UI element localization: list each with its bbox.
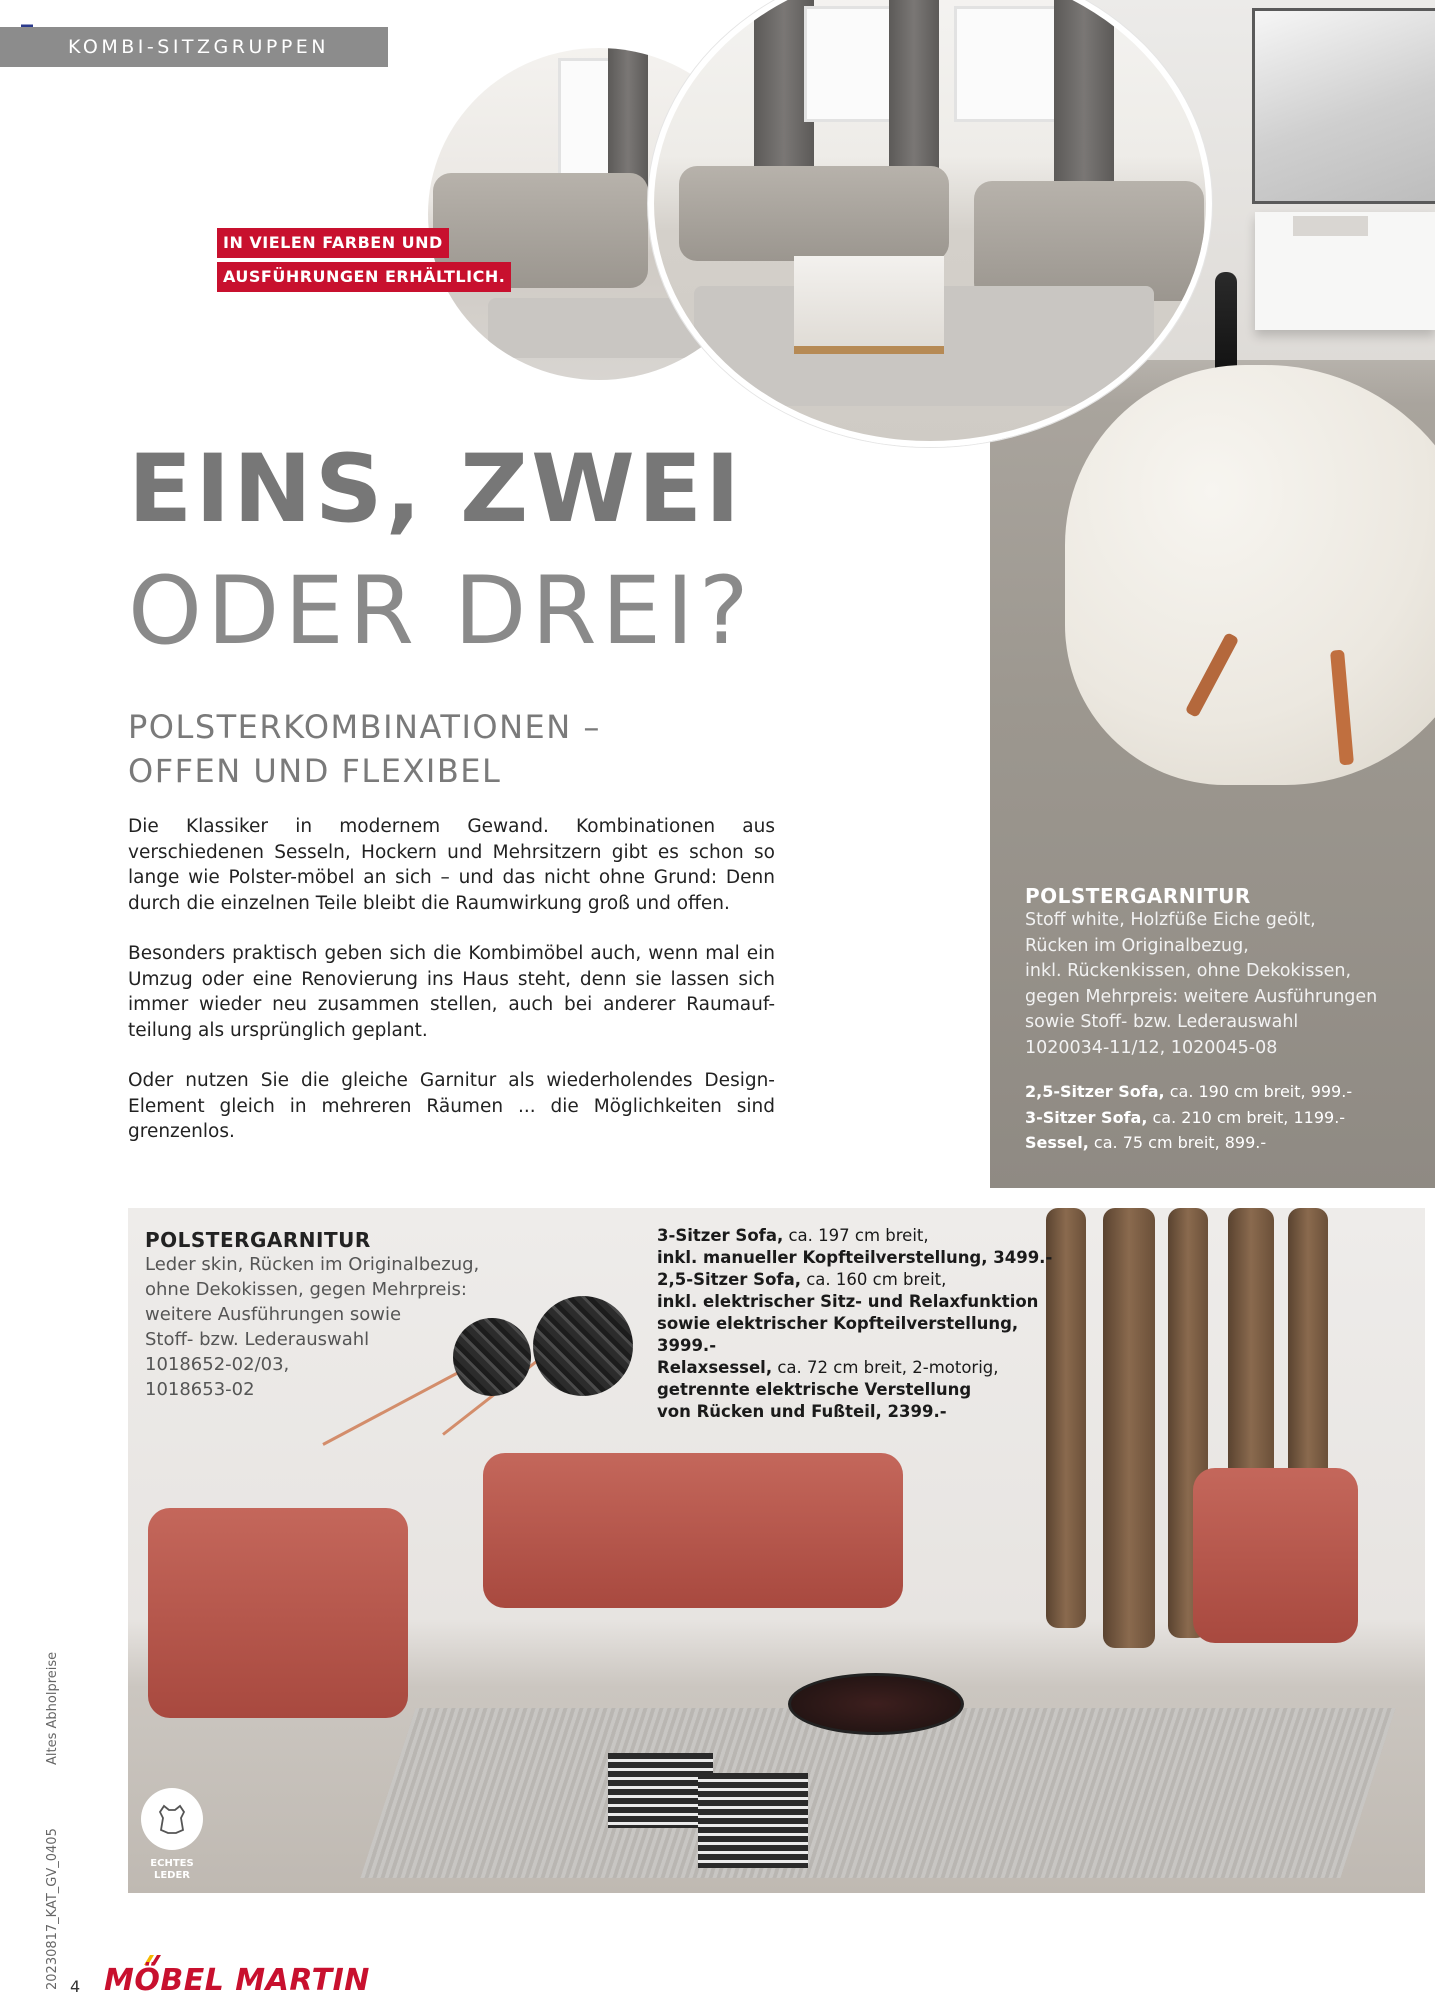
detail-line: Relaxsessel, ca. 72 cm breit, 2-motorig, [657,1358,999,1377]
product1-price: 3-Sitzer Sofa, ca. 210 cm breit, 1199.- [1025,1107,1346,1127]
section-tag: KOMBI-SITZGRUPPEN [0,27,388,67]
product2-caption [145,1228,505,1402]
product2-title: POLSTERGARNITUR [145,1228,371,1252]
catalog-code: 20230817_KAT_GV_0405 [45,1828,60,1990]
subheadline [128,705,601,793]
product1-title: POLSTERGARNITUR [1025,884,1251,908]
headline-line2: ODER DREI? [128,557,754,666]
product1-line: sowie Stoff- bzw. Lederauswahl [1025,1012,1299,1032]
subheadline-line1: POLSTERKOMBINATIONEN – [128,708,601,746]
product2-line: ohne Dekokissen, gegen Mehrpreis: [145,1279,467,1300]
detail-line: 3-Sitzer Sofa, ca. 197 cm breit, [657,1226,929,1245]
photo-figurine [1215,272,1237,377]
body-paragraph-1: Die Klassiker in modernem Gewand. Kombinationen aus verschiedenen Sesseln, Hockern und Mehrsitzern gibt es schon so lange wie Polster-möbel an sich – und das nicht ohne Grund: Denn durch die einzelnen Teile bleibt die Raumwirkung groß und offen. [128,816,775,914]
product1-caption [1025,884,1425,1156]
product1-line: 1020034-11/12, 1020045-08 [1025,1037,1278,1058]
detail-line: 2,5-Sitzer Sofa, ca. 160 cm breit, [657,1270,947,1289]
photo-tv [1252,8,1435,204]
fabric-swatch [533,1296,633,1396]
photo-armchair [1065,365,1435,785]
product1-line: Stoff white, Holzfüße Eiche geölt, [1025,910,1316,930]
product2-details [657,1225,1097,1423]
product1-line: gegen Mehrpreis: weitere Ausführungen [1025,986,1378,1007]
page-number: 4 [70,1977,81,1996]
color-badge-line1: IN VIELEN FARBEN UND [217,228,449,258]
body-paragraph-3: Oder nutzen Sie die gleiche Garnitur als wiederholendes Design-Element gleich in mehreren Räumen ... die Möglichkeiten sind grenzenlos. [128,1070,775,1142]
brand-logo[interactable]: MÖBEL MARTIN [104,1963,370,1998]
product1-line: Rücken im Originalbezug, [1025,935,1249,956]
body-paragraph-2: Besonders praktisch geben sich die Kombimöbel auch, wenn mal ein Umzug oder eine Renovierung ins Haus steht, denn sie lassen sich immer wieder neu zusammen stellen, auch bei anderer Raumauf-teilung als ursprünglich geplant. [128,943,775,1041]
detail-line: getrennte elektrische Verstellung [657,1380,972,1399]
product2-line: weitere Ausführungen sowie [145,1304,402,1325]
product1-line: inkl. Rückenkissen, ohne Dekokissen, [1025,961,1352,981]
color-badge-line2: AUSFÜHRUNGEN ERHÄLTLICH. [217,262,511,292]
subheadline-line2: OFFEN UND FLEXIBEL [128,752,502,790]
product2-line: Leder skin, Rücken im Originalbezug, [145,1254,480,1275]
red-loveseat [148,1508,408,1718]
detail-line: 3999.- [657,1336,717,1355]
photo-sideboard [1255,212,1435,330]
detail-line: inkl. elektrischer Sitz- und Relaxfunktion [657,1292,1039,1311]
side-note: Altes Abholpreise [45,1651,60,1765]
red-three-seater [483,1453,903,1608]
detail-line: von Rücken und Fußteil, 2399.- [657,1402,947,1421]
product2-line: Stoff- bzw. Lederauswahl [145,1329,370,1350]
red-relax-chair [1193,1468,1358,1643]
product1-price: 2,5-Sitzer Sofa, ca. 190 cm breit, 999.- [1025,1082,1353,1101]
product2-line: 1018652-02/03, [145,1354,290,1375]
leather-icon [141,1788,203,1850]
leather-badge-label: ECHTES LEDER [150,1858,194,1881]
product1-price: Sessel, ca. 75 cm breit, 899.- [1025,1133,1267,1152]
coffee-table [788,1673,964,1735]
product2-line: 1018653-02 [145,1379,255,1400]
detail-line: inkl. manueller Kopfteilverstellung, 3499.- [657,1248,1053,1267]
headline-line1: EINS, ZWEI [128,435,744,544]
detail-line: sowie elektrischer Kopfteilverstellung, [657,1314,1019,1333]
sofa-circle-photo-large [648,0,1212,447]
